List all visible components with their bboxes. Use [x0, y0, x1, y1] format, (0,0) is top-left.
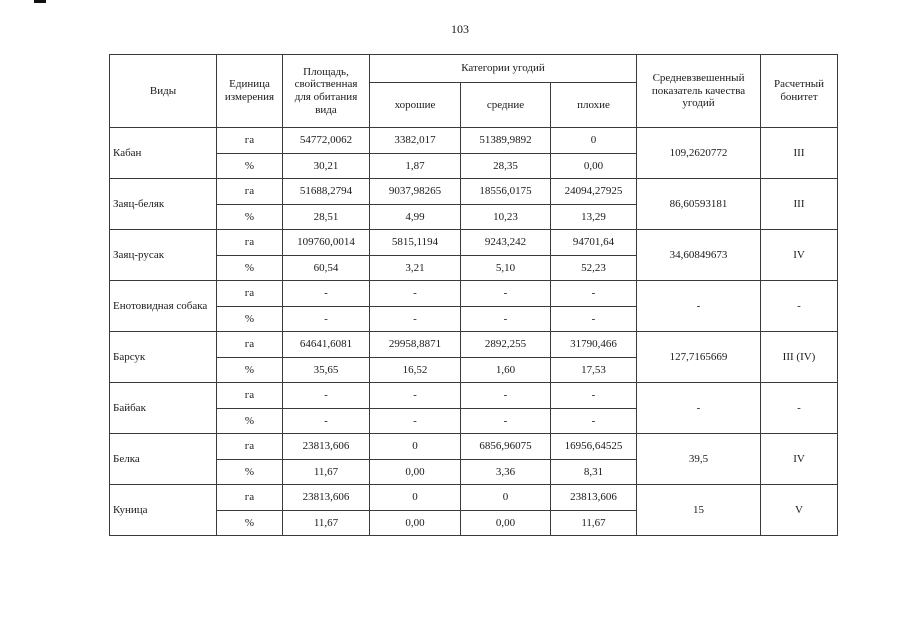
pct-poor-cell: 0,00 [551, 154, 637, 179]
pct-good-cell: 16,52 [370, 358, 461, 383]
ha-poor-cell: 16956,64525 [551, 434, 637, 460]
weighted-index-cell: - [637, 281, 761, 332]
pct-unit-cell: % [217, 511, 283, 536]
ha-unit-cell: га [217, 332, 283, 358]
ha-poor-cell: 94701,64 [551, 230, 637, 256]
ha-unit-cell: га [217, 128, 283, 154]
ha-area-cell: 23813,606 [283, 434, 370, 460]
pct-area-cell: 60,54 [283, 256, 370, 281]
scan-corner-mark [34, 0, 46, 3]
species-name: Заяц-беляк [110, 179, 217, 230]
pct-area-cell: 11,67 [283, 460, 370, 485]
ha-medium-cell: 18556,0175 [461, 179, 551, 205]
weighted-index-cell: 109,2620772 [637, 128, 761, 179]
table-row [110, 230, 838, 256]
bonitet-cell: - [761, 281, 838, 332]
table-row [110, 332, 838, 358]
pct-good-cell: 1,87 [370, 154, 461, 179]
ha-unit-cell: га [217, 485, 283, 511]
table-row [110, 485, 838, 511]
pct-area-cell: - [283, 307, 370, 332]
bonitet-cell: IV [761, 230, 838, 281]
pct-good-cell: 3,21 [370, 256, 461, 281]
pct-area-cell: 30,21 [283, 154, 370, 179]
weighted-index-cell: 127,7165669 [637, 332, 761, 383]
pct-poor-cell: - [551, 307, 637, 332]
ha-area-cell: - [283, 383, 370, 409]
pct-area-cell: 11,67 [283, 511, 370, 536]
ha-medium-cell: 51389,9892 [461, 128, 551, 154]
pct-poor-cell: 13,29 [551, 205, 637, 230]
bonitet-cell: III [761, 128, 838, 179]
species-name: Заяц-русак [110, 230, 217, 281]
pct-good-cell: 0,00 [370, 511, 461, 536]
pct-good-cell: 0,00 [370, 460, 461, 485]
header-categories: Категории угодий [370, 55, 637, 83]
header-species: Виды [110, 55, 217, 128]
pct-medium-cell: 10,23 [461, 205, 551, 230]
weighted-index-cell: - [637, 383, 761, 434]
ha-medium-cell: - [461, 383, 551, 409]
pct-poor-cell: 17,53 [551, 358, 637, 383]
table-row [110, 281, 838, 307]
pct-poor-cell: 52,23 [551, 256, 637, 281]
ha-poor-cell: - [551, 281, 637, 307]
ha-area-cell: 51688,2794 [283, 179, 370, 205]
pct-medium-cell: - [461, 409, 551, 434]
species-name: Байбак [110, 383, 217, 434]
table-row [110, 179, 838, 205]
pct-good-cell: - [370, 409, 461, 434]
ha-unit-cell: га [217, 383, 283, 409]
table-row [110, 434, 838, 460]
table-body [110, 128, 838, 536]
weighted-index-cell: 86,60593181 [637, 179, 761, 230]
pct-unit-cell: % [217, 409, 283, 434]
table-row [110, 128, 838, 154]
pct-area-cell: - [283, 409, 370, 434]
bonitet-cell: III [761, 179, 838, 230]
pct-unit-cell: % [217, 358, 283, 383]
pct-medium-cell: 5,10 [461, 256, 551, 281]
bonitet-cell: - [761, 383, 838, 434]
pct-unit-cell: % [217, 256, 283, 281]
pct-medium-cell: 28,35 [461, 154, 551, 179]
ha-unit-cell: га [217, 230, 283, 256]
header-bonitet: Расчетный бонитет [761, 55, 838, 128]
pct-unit-cell: % [217, 154, 283, 179]
table-row [110, 383, 838, 409]
species-name: Белка [110, 434, 217, 485]
ha-good-cell: 0 [370, 434, 461, 460]
ha-medium-cell: - [461, 281, 551, 307]
pct-medium-cell: 0,00 [461, 511, 551, 536]
ha-medium-cell: 0 [461, 485, 551, 511]
ha-poor-cell: 0 [551, 128, 637, 154]
species-name: Куница [110, 485, 217, 536]
ha-good-cell: 9037,98265 [370, 179, 461, 205]
pct-unit-cell: % [217, 205, 283, 230]
bonitet-cell: III (IV) [761, 332, 838, 383]
pct-medium-cell: 1,60 [461, 358, 551, 383]
ha-good-cell: 5815,1194 [370, 230, 461, 256]
ha-area-cell: 109760,0014 [283, 230, 370, 256]
bonitet-cell: V [761, 485, 838, 536]
ha-poor-cell: - [551, 383, 637, 409]
pct-medium-cell: 3,36 [461, 460, 551, 485]
ha-unit-cell: га [217, 179, 283, 205]
header-area: Площадь, свойственная для обитания вида [283, 55, 370, 128]
pct-good-cell: - [370, 307, 461, 332]
pct-area-cell: 28,51 [283, 205, 370, 230]
ha-poor-cell: 23813,606 [551, 485, 637, 511]
pct-unit-cell: % [217, 460, 283, 485]
ha-medium-cell: 9243,242 [461, 230, 551, 256]
weighted-index-cell: 34,60849673 [637, 230, 761, 281]
bonitet-cell: IV [761, 434, 838, 485]
ha-good-cell: 29958,8871 [370, 332, 461, 358]
ha-medium-cell: 6856,96075 [461, 434, 551, 460]
species-name: Кабан [110, 128, 217, 179]
ha-area-cell: - [283, 281, 370, 307]
pct-poor-cell: 8,31 [551, 460, 637, 485]
weighted-index-cell: 15 [637, 485, 761, 536]
pct-area-cell: 35,65 [283, 358, 370, 383]
ha-good-cell: - [370, 281, 461, 307]
species-name: Барсук [110, 332, 217, 383]
header-good: хорошие [370, 83, 461, 128]
header-unit: Единица измерения [217, 55, 283, 128]
pct-poor-cell: - [551, 409, 637, 434]
pct-unit-cell: % [217, 307, 283, 332]
habitat-quality-table [109, 54, 838, 536]
header-poor: плохие [551, 83, 637, 128]
header-weighted-index: Средневзвешенный показатель качества угодий [637, 55, 761, 128]
ha-area-cell: 54772,0062 [283, 128, 370, 154]
ha-area-cell: 23813,606 [283, 485, 370, 511]
ha-unit-cell: га [217, 281, 283, 307]
header-medium: средние [461, 83, 551, 128]
ha-medium-cell: 2892,255 [461, 332, 551, 358]
species-name: Енотовидная собака [110, 281, 217, 332]
ha-poor-cell: 31790,466 [551, 332, 637, 358]
ha-good-cell: 3382,017 [370, 128, 461, 154]
ha-unit-cell: га [217, 434, 283, 460]
ha-good-cell: 0 [370, 485, 461, 511]
pct-medium-cell: - [461, 307, 551, 332]
pct-poor-cell: 11,67 [551, 511, 637, 536]
ha-area-cell: 64641,6081 [283, 332, 370, 358]
ha-good-cell: - [370, 383, 461, 409]
page-number: 103 [451, 22, 469, 36]
ha-poor-cell: 24094,27925 [551, 179, 637, 205]
weighted-index-cell: 39,5 [637, 434, 761, 485]
pct-good-cell: 4,99 [370, 205, 461, 230]
